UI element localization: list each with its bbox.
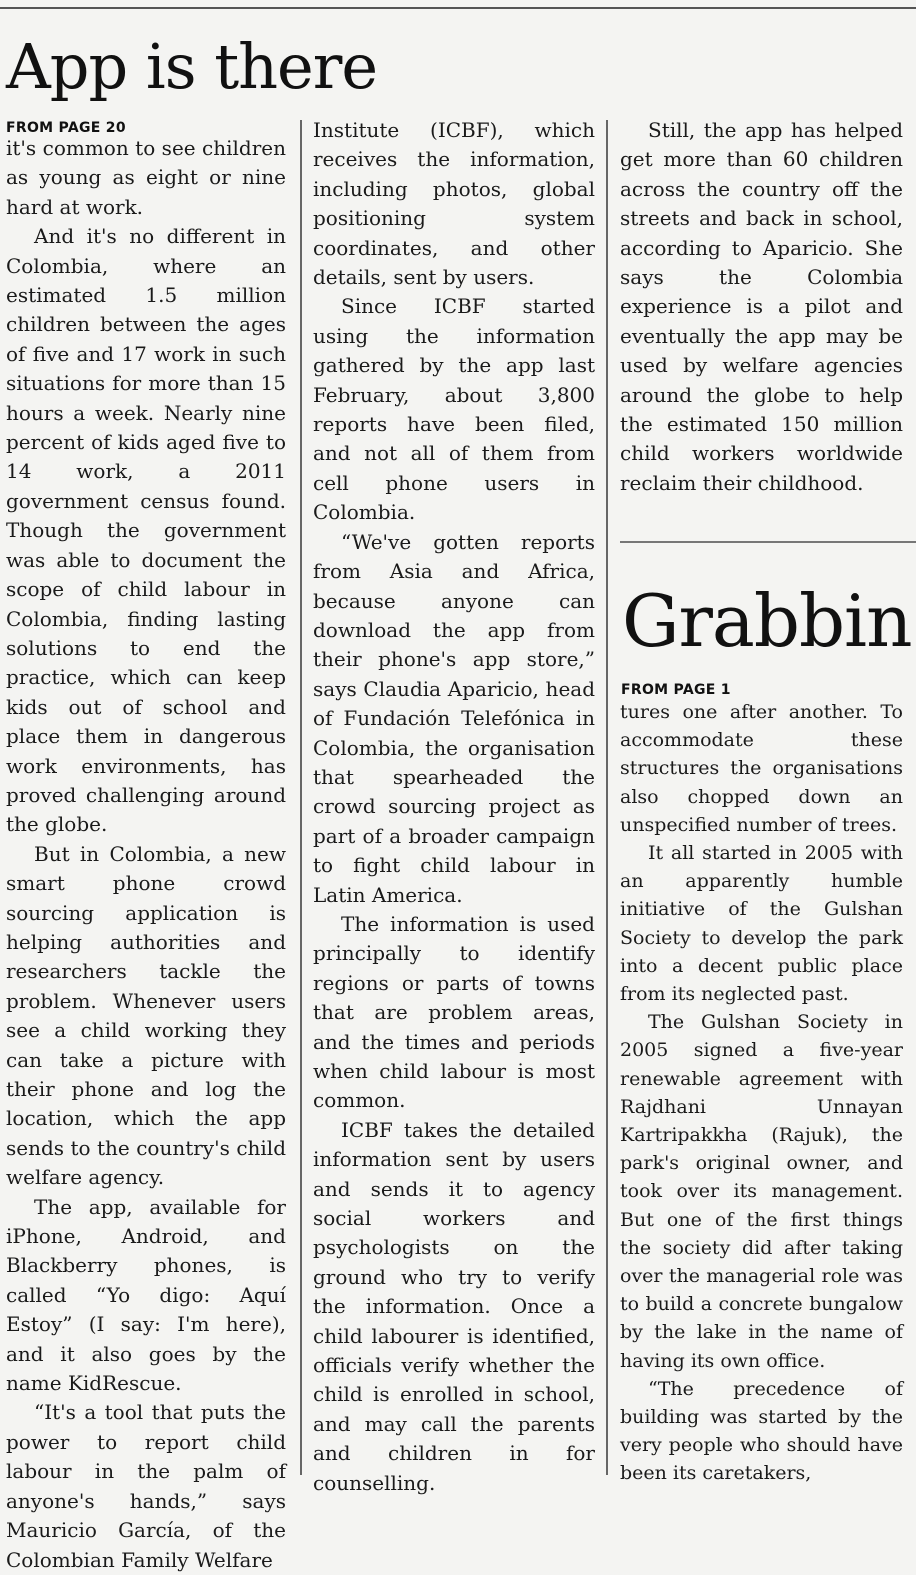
article2-paragraph: The Gulshan Society in 2005 signed a five-year renewable agreement with Rajdhani Unnayan Kartripakkha (Rajuk), the park's original owner, and took over its management. But one of the first things the society did after taking over the managerial role was to build a concrete bungalow by the lake in the name of having its own office. bbox=[620, 1011, 903, 1372]
article2-paragraph: It all started in 2005 with an apparently humble initiative of the Gulshan Society to develop the park into a decent public place from its neglected past. bbox=[620, 842, 903, 1006]
column-divider bbox=[300, 120, 302, 1475]
article1-paragraph: it's common to see children as young as eight or nine hard at work. bbox=[6, 136, 286, 219]
article1-paragraph: The information is used principally to identify regions or parts of towns that are problem areas, and the times and periods when child labour is most common. bbox=[313, 911, 595, 1113]
article2-paragraph: “The precedence of building was started by the very people who should have been its caretakers, bbox=[620, 1377, 903, 1485]
article-separator-rule bbox=[620, 541, 916, 543]
article1-jump-label: FROM PAGE 20 bbox=[6, 120, 126, 136]
article1-paragraph: Still, the app has helped get more than 60 children across the country off the streets and back in school, according to Aparicio. She says the Colombia experience is a pilot and eventually the app may be used by welfare agencies around the globe to help the estimated 150 million child workers worldwide reclaim their childhood. bbox=[620, 118, 903, 495]
column-divider bbox=[606, 120, 608, 1475]
article2-jump-label: FROM PAGE 1 bbox=[621, 682, 731, 698]
article1-column-3 bbox=[620, 116, 903, 536]
article1-headline: App is there bbox=[6, 30, 378, 103]
article1-paragraph: And it's no different in Colombia, where an estimated 1.5 million children between the ages of five and 17 work in such situations for more than 15 hours a week. Nearly nine percent of kids aged five to 14 work, a 2011 government census found. Though the government was able to document the scope of child labour in Colombia, finding lasting solutions to end the practice, which can keep kids out of school and place them in dangerous work environments, has proved challenging around the globe. bbox=[6, 224, 286, 837]
article1-paragraph: Since ICBF started using the information gathered by the app last February, about 3,800 reports have been filed, and not all of them from cell phone users in Colombia. bbox=[313, 294, 595, 525]
article1-paragraph: “It's a tool that puts the power to report child labour in the palm of anyone's hands,” says Mauricio García, of the Colombian Family Welfare bbox=[6, 1400, 286, 1572]
article1-column-2 bbox=[313, 116, 595, 1495]
article1-paragraph: The app, available for iPhone, Android, and Blackberry phones, is called “Yo digo: Aquí Estoy” (I say: I'm here), and it also goes by the name KidRescue. bbox=[6, 1194, 286, 1396]
page-top-rule bbox=[0, 7, 916, 9]
article2-paragraph: tures one after another. To accommodate these structures the organisations also chopped down an unspecified number of trees. bbox=[620, 701, 903, 836]
article1-paragraph: But in Colombia, a new smart phone crowd sourcing application is helping authorities and researchers tackle the problem. Whenever users see a child working they can take a picture with their phone and log the location, which the app sends to the country's child welfare agency. bbox=[6, 841, 286, 1190]
article2-headline: Grabbin bbox=[622, 579, 912, 663]
article1-paragraph: ICBF takes the detailed information sent by users and sends it to agency social workers and psychologists on the ground who try to verify the information. Once a child labourer is identified, officials verify whether the child is enrolled in school, and may call the parents and children in for counselling. bbox=[313, 1117, 595, 1495]
article1-paragraph: Institute (ICBF), which receives the information, including photos, global positioning system coordinates, and other details, sent by users. bbox=[313, 118, 595, 290]
article2-column bbox=[620, 698, 903, 1485]
article1-column-1 bbox=[6, 134, 286, 1572]
article1-paragraph: “We've gotten reports from Asia and Africa, because anyone can download the app from their phone's app store,” says Claudia Aparicio, head of Fundación Telefónica in Colombia, the organisation that spearheaded the crowd sourcing project as part of a broader campaign to fight child labour in Latin America. bbox=[313, 529, 595, 907]
